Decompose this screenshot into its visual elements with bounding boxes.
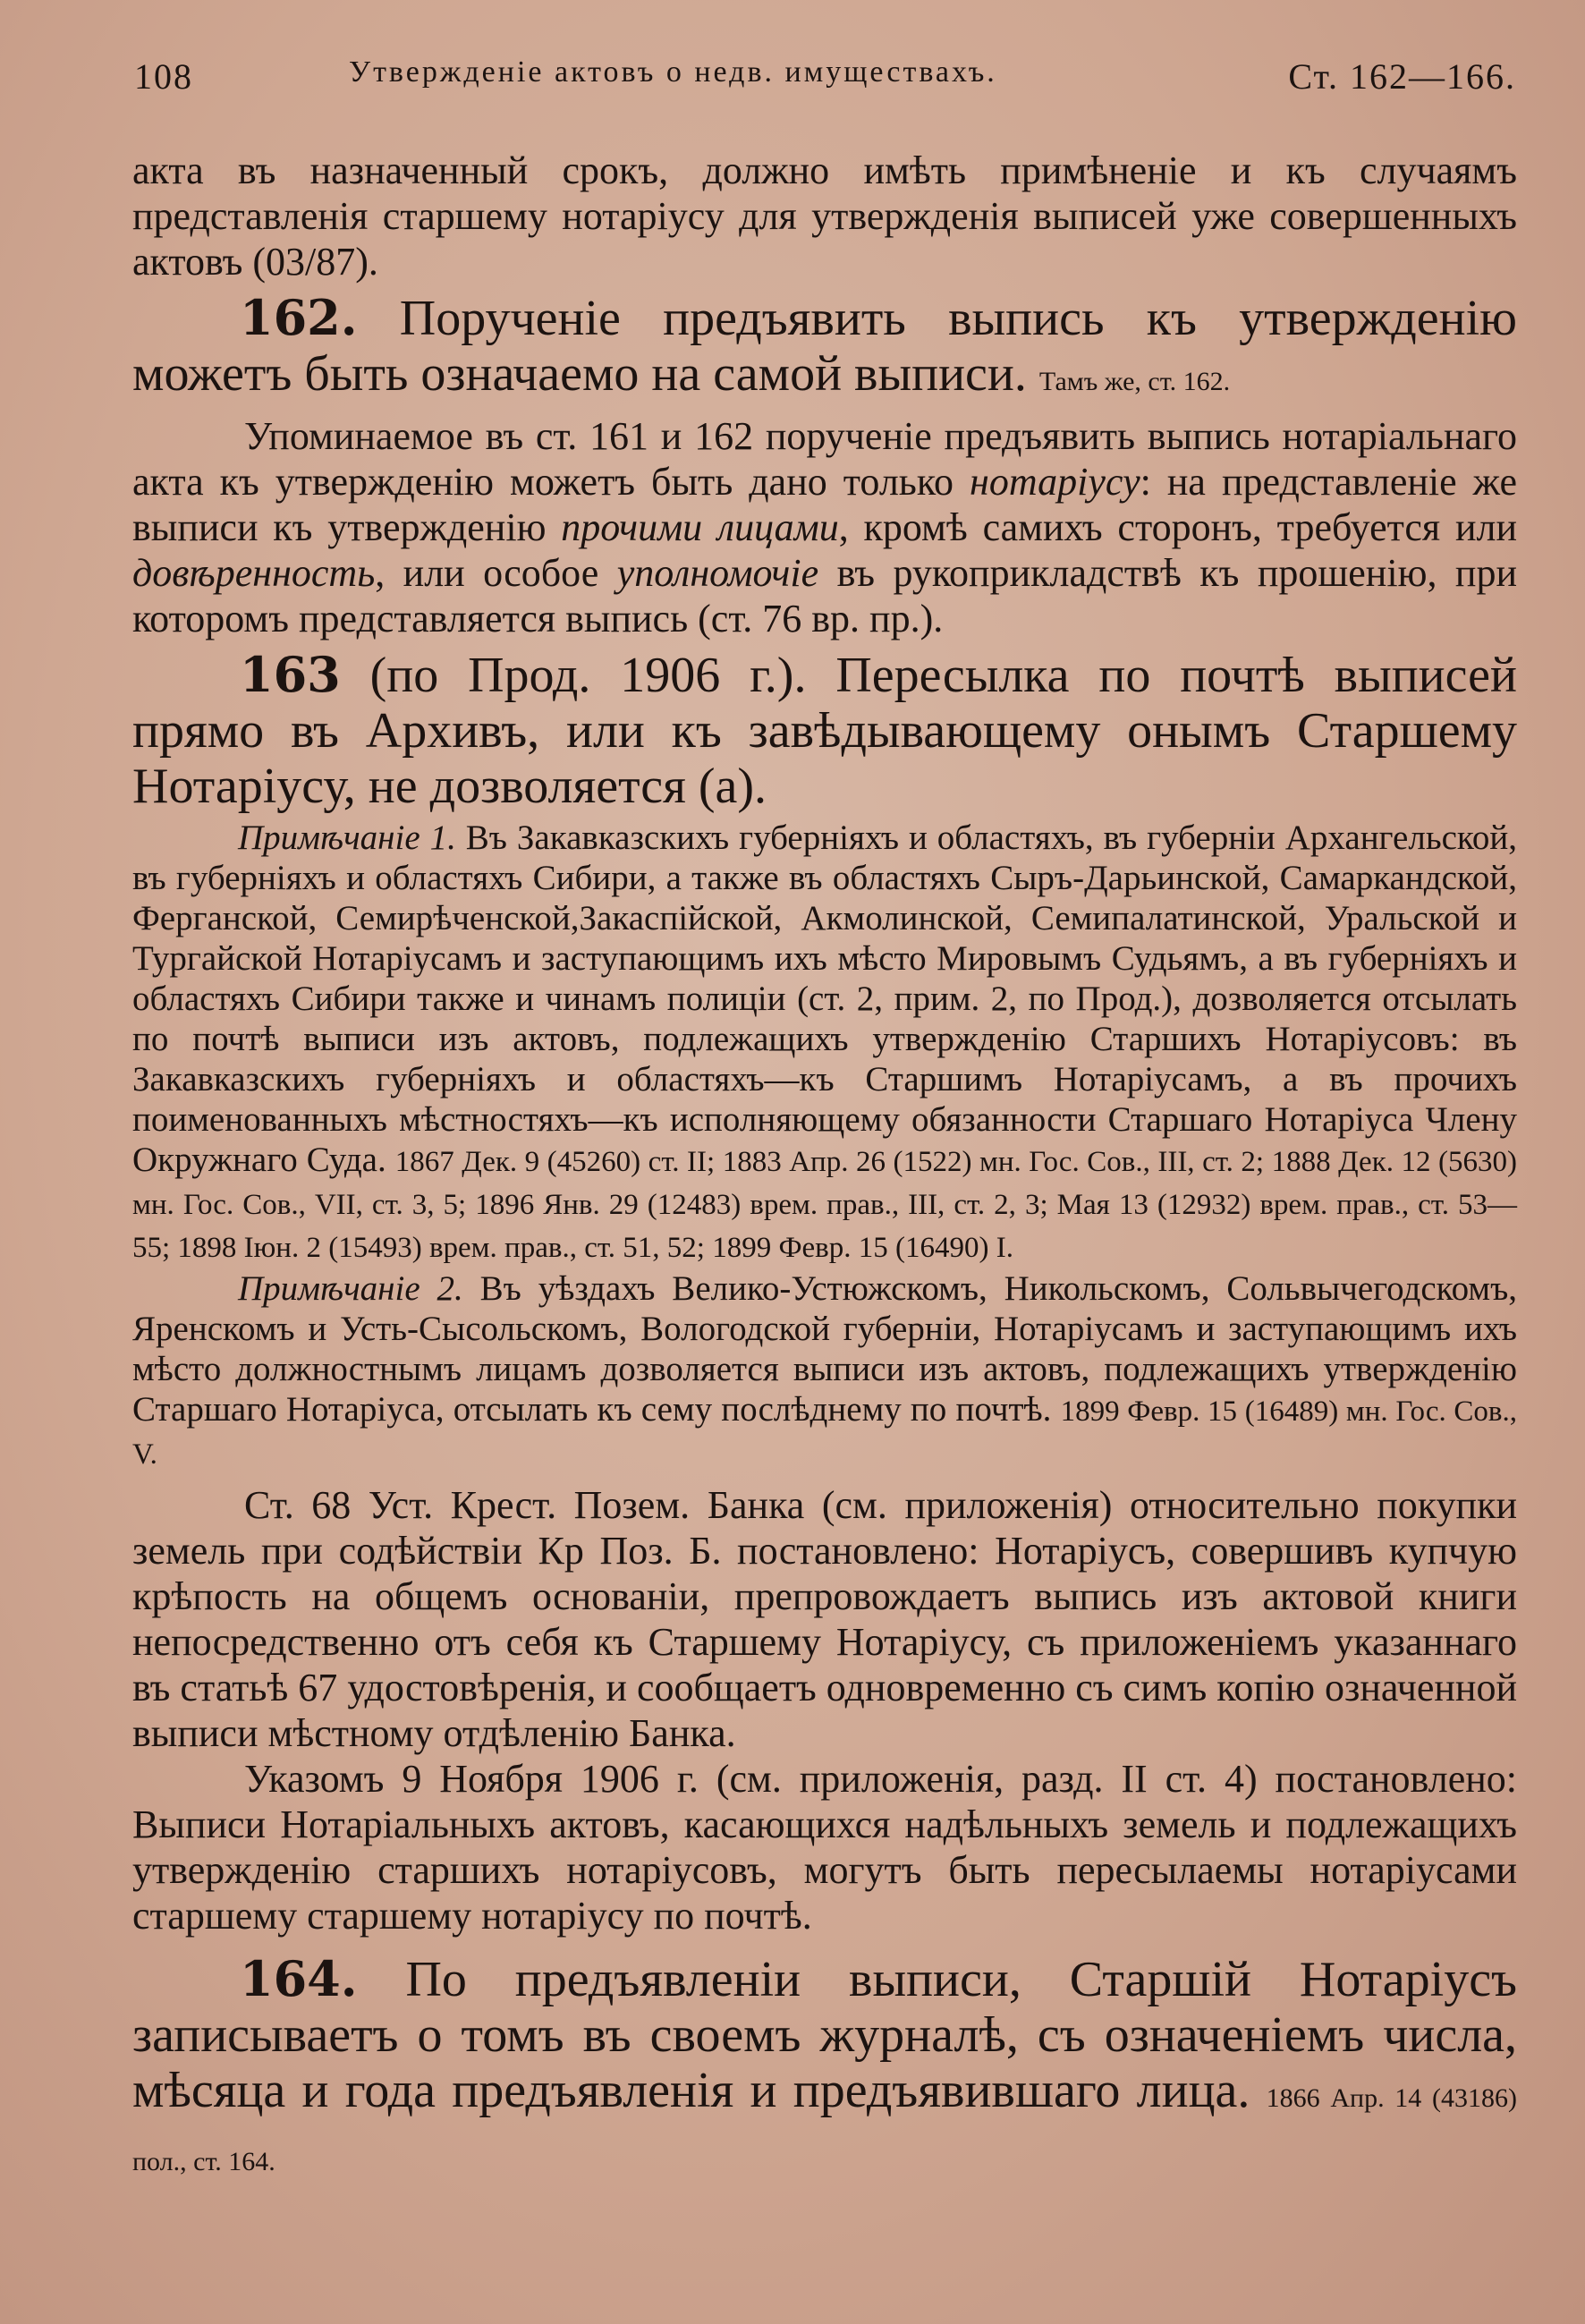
article-162-commentary [132, 413, 1517, 641]
note-2 [132, 1268, 1517, 1475]
article-number: 163 [240, 646, 341, 703]
article-number: 164. [240, 1950, 358, 2007]
emphasis: нотаріусу [970, 460, 1140, 504]
article-source: Тамъ же, ст. 162. [1038, 367, 1231, 396]
article-source: 1866 Апр. 14 (43186) пол., ст. 164. [132, 2083, 1518, 2176]
text-run: въ рукоприкладствѣ къ прошенію, при которомъ представляется выпись (ст. 76 вр. пр.). [132, 551, 1517, 640]
note-text: Въ Закавказскихъ губерніяхъ и областяхъ, въ губерніи Архангельской, въ губерніяхъ и областяхъ Сибири, а также въ областяхъ Сыръ-Дарьинской, Самаркандской, Ферганской, Семирѣченской,Закаспійской, Акмолинской, Семипалатинской, Уральской и Тургайской Нотаріусамъ и заступающимъ ихъ мѣсто Мировымъ Судьямъ, а въ губерніяхъ и областяхъ Сибири также и чинамъ полиціи (ст. 2, прим. 2, по Прод.), дозволяется отсылать по почтѣ выписи изъ актовъ, подлежащихъ утвержденію Старшихъ Нотаріусовъ: въ Закавказскихъ губерніяхъ и областяхъ—къ Старшимъ Нотаріусамъ, а въ прочихъ поименованныхъ мѣстностяхъ—къ исполняющему обязанности Старшаго Нотаріуса Члену Окружнаго Суда. [132, 818, 1517, 1179]
article-title: По предъявленіи выписи, Старшій Нотаріусъ записываетъ о томъ въ своемъ журналѣ, съ означеніемъ числа, мѣсяца и года предъявленія и предъявившаго лица. [132, 1952, 1518, 2118]
continuation-paragraph: акта въ назначенный срокъ, должно имѣть примѣненіе и къ случаямъ представленія старшему нотаріусу для утвержденія выписей уже совершенныхъ актовъ (03/87). [132, 148, 1517, 284]
statute-68-paragraph: Ст. 68 Уст. Крест. Позем. Банка (см. приложенія) относительно покупки земель при содѣйствіи Кр Поз. Б. постановлено: Нотаріусъ, совершивъ купчую крѣпость на общемъ основаніи, препровождаетъ выпись изъ актовой книги непосредственно отъ себя къ Старшему Нотаріусу, съ приложеніемъ указаннаго въ статьѣ 67 удостовѣренія, и сообщаетъ одновременно съ симъ копію означенной выписи мѣстному отдѣленію Банка. [132, 1483, 1517, 1755]
note-1 [132, 818, 1517, 1268]
emphasis: прочими лицами [561, 505, 839, 549]
article-title: Порученіе предъявить выпись къ утвержденію можетъ быть означаемо на самой выписи. [132, 291, 1517, 402]
text-run: Упоминаемое въ ст. 161 и 162 порученіе предъявить выпись нотаріальнаго акта къ утвержденію можетъ быть дано только [132, 414, 1517, 504]
page-header [134, 55, 1516, 109]
note-label: Примѣчаніе 2. [238, 1269, 463, 1308]
running-title: Утвержденіе актовъ о недв. имуществахъ. [349, 55, 997, 89]
text-run: : на представленіе же выписи къ утвержденію [132, 460, 1517, 549]
article-162-heading [132, 290, 1517, 410]
article-164-heading [132, 1951, 1517, 2190]
article-title: (по Прод. 1906 г.). Пересылка по почтѣ выписей прямо въ Архивъ, или къ завѣдывающему онымъ Старшему Нотаріусу, не дозволяется (а). [132, 648, 1518, 814]
text-run: , или особое [375, 551, 617, 595]
note-references: 1899 Февр. 15 (16489) мн. Гос. Сов., V. [132, 1395, 1518, 1471]
page-body [132, 148, 1517, 2193]
note-references: 1867 Дек. 9 (45260) ст. II; 1883 Апр. 26 (1522) мн. Гос. Сов., III, ст. 2; 1888 Дек. 12 (5630) мн. Гос. Сов., VII, ст. 3, 5; 1896 Янв. 29 (12483) врем. прав., III, ст. 2, 3; Мая 13 (12932) врем. прав., ст. 53—55; 1898 Іюн. 2 (15493) врем. прав., ст. 51, 52; 1899 Февр. 15 (16490) I. [132, 1146, 1518, 1264]
article-range: Ст. 162—166. [1288, 56, 1516, 97]
text-run: , кромѣ самихъ сторонъ, требуется или [838, 505, 1517, 549]
emphasis: уполномочіе [616, 551, 819, 595]
note-text: Въ уѣздахъ Велико-Устюжскомъ, Никольскомъ, Сольвычегодскомъ, Яренскомъ и Усть-Сысольскомъ, Вологодской губерніи, Нотаріусамъ и заступающимъ ихъ мѣсто должностнымъ лицамъ дозволяется выписи изъ актовъ, подлежащихъ утвержденію Старшаго Нотаріуса, отсылать къ сему послѣднему по почтѣ. [132, 1269, 1518, 1429]
article-number: 162. [240, 289, 358, 346]
emphasis: довѣренность [132, 551, 376, 595]
decree-paragraph: Указомъ 9 Ноября 1906 г. (см. приложенія, разд. II ст. 4) постановлено: Выписи Нотаріальныхъ актовъ, касающихся надѣльныхъ земель и подлежащихъ утвержденію старшихъ нотаріусовъ, могутъ быть пересылаемы нотаріусами старшему старшему нотаріусу по почтѣ. [132, 1757, 1517, 1938]
note-label: Примѣчаніе 1. [238, 818, 456, 857]
page-number: 108 [134, 56, 193, 97]
article-163-heading [132, 647, 1517, 814]
